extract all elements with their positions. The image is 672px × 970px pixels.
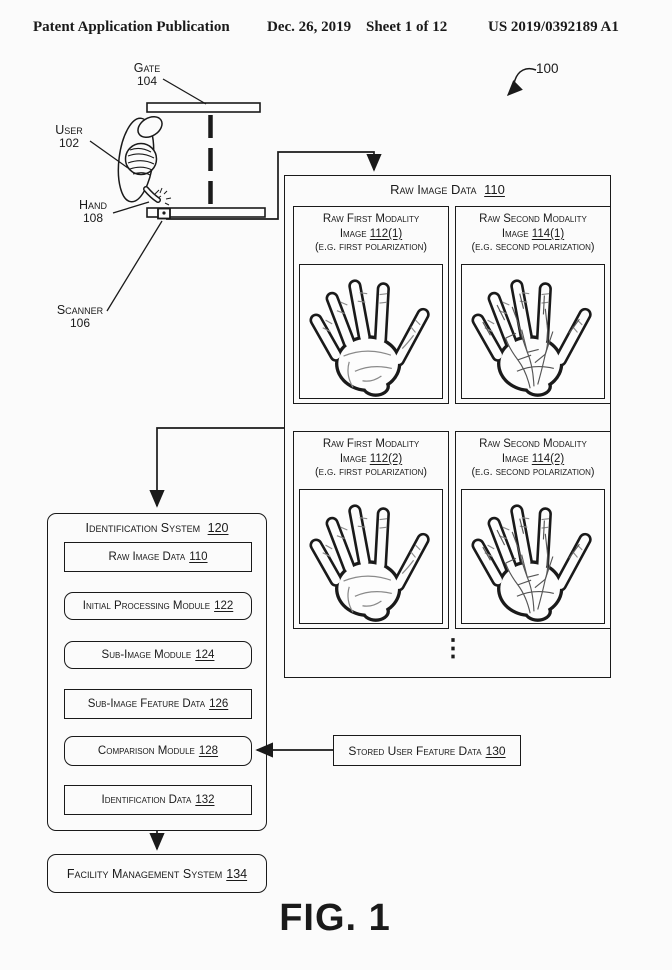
facility-management-system-num: 134 — [226, 866, 248, 881]
module-sub-image-feature-data-label: Sub-Image Feature Data — [87, 698, 206, 710]
facility-management-system-box — [47, 854, 267, 893]
panel-raw-second-modality-2 — [455, 431, 611, 629]
panel-4-num: 114(2) — [531, 452, 565, 465]
panel-3-title: Raw First Modality — [322, 438, 420, 450]
stored-user-feature-data-label: Stored User Feature Data — [348, 743, 482, 758]
gate-callout — [124, 61, 170, 89]
panel-4-header — [456, 432, 610, 480]
module-raw-image-data — [64, 542, 252, 572]
module-sub-image-num: 124 — [195, 649, 215, 661]
panel-raw-first-modality-1 — [293, 206, 449, 404]
panel-1-subtitle: (e.g. first polarization) — [315, 241, 427, 254]
gate-label: Gate — [133, 61, 161, 75]
module-initial-processing — [64, 592, 252, 620]
scanner-device — [158, 209, 170, 219]
hand-image-first-modality-2 — [300, 490, 442, 623]
hand-callout — [70, 198, 116, 226]
panel-3-num: 112(2) — [369, 452, 403, 465]
module-initial-processing-num: 122 — [214, 600, 234, 612]
header-date: Dec. 26, 2019 — [267, 19, 352, 35]
panel-4-image — [461, 489, 605, 624]
figure-ref-label: 100 — [536, 61, 559, 76]
header-sheet: Sheet 1 of 12 — [366, 19, 448, 35]
gate-top-rail — [147, 103, 260, 112]
panel-1-header — [294, 207, 448, 255]
scanner-callout — [52, 303, 108, 331]
module-identification-data-label: Identification Data — [101, 794, 192, 806]
user-figure — [114, 112, 171, 205]
hand-num: 108 — [82, 211, 104, 226]
identification-system-box — [47, 513, 267, 831]
hand-label: Hand — [78, 198, 108, 212]
hand-leader — [113, 202, 149, 213]
panel-1-num: 112(1) — [369, 227, 403, 240]
panel-4-imageline — [456, 452, 610, 467]
connector-raw-data-to-id-system — [157, 428, 284, 506]
module-sub-image-feature-data-num: 126 — [209, 698, 229, 710]
panel-2-num: 114(1) — [531, 227, 565, 240]
module-identification-data — [64, 785, 252, 815]
scanner-leader — [107, 221, 162, 311]
panel-2-image-word: Image — [501, 227, 529, 240]
panel-1-image — [299, 264, 443, 399]
module-raw-image-data-num: 110 — [189, 551, 208, 563]
header-publication: Patent Application Publication — [33, 19, 230, 35]
user-num: 102 — [58, 136, 80, 151]
panel-2-header — [456, 207, 610, 255]
panel-raw-second-modality-1 — [455, 206, 611, 404]
module-sub-image — [64, 641, 252, 669]
scanner-label: Scanner — [56, 303, 104, 317]
panel-1-imageline — [294, 227, 448, 242]
raw-image-data-title-num: 110 — [484, 182, 505, 197]
panel-3-imageline — [294, 452, 448, 467]
header-patent-number: US 2019/0392189 A1 — [488, 19, 619, 35]
module-comparison-label: Comparison Module — [97, 745, 195, 757]
figure-caption: FIG. 1 — [279, 897, 391, 939]
panel-3-header — [294, 432, 448, 480]
panel-1-title: Raw First Modality — [322, 213, 420, 225]
panel-4-title: Raw Second Modality — [479, 438, 587, 450]
identification-system-title — [48, 514, 266, 535]
panel-4-subtitle: (e.g. second polarization) — [471, 466, 595, 479]
panel-3-subtitle: (e.g. first polarization) — [315, 466, 427, 479]
module-sub-image-feature-data — [64, 689, 252, 719]
hand-image-second-modality-1 — [462, 265, 604, 398]
module-identification-data-num: 132 — [195, 794, 215, 806]
module-initial-processing-label: Initial Processing Module — [82, 600, 211, 612]
stored-user-feature-data-box — [333, 735, 521, 766]
facility-management-system-label: Facility Management System — [66, 866, 223, 881]
module-raw-image-data-label: Raw Image Data — [108, 551, 186, 563]
figure-ref-arrow — [508, 69, 536, 95]
user-callout — [46, 123, 92, 151]
hand-image-second-modality-2 — [462, 490, 604, 623]
panel-2-imageline — [456, 227, 610, 242]
panel-2-image — [461, 264, 605, 399]
identification-system-title-label: Identification System — [85, 521, 201, 535]
user-label: User — [55, 123, 83, 137]
gate-num: 104 — [136, 74, 158, 89]
panel-2-subtitle: (e.g. second polarization) — [471, 241, 595, 254]
more-images-ellipsis: ⋮ — [441, 635, 465, 662]
module-comparison — [64, 736, 252, 766]
module-comparison-num: 128 — [198, 745, 219, 757]
stored-user-feature-data-num: 130 — [485, 743, 506, 758]
scanner-num: 106 — [69, 316, 91, 331]
raw-image-data-box — [284, 175, 611, 678]
panel-3-image-word: Image — [339, 452, 367, 465]
panel-2-title: Raw Second Modality — [479, 213, 587, 225]
panel-3-image — [299, 489, 443, 624]
panel-raw-first-modality-2 — [293, 431, 449, 629]
raw-image-data-title — [285, 176, 610, 197]
panel-4-image-word: Image — [501, 452, 529, 465]
hand-image-first-modality-1 — [300, 265, 442, 398]
panel-1-image-word: Image — [339, 227, 367, 240]
module-sub-image-label: Sub-Image Module — [101, 649, 192, 661]
raw-image-data-title-label: Raw Image Data — [390, 182, 477, 197]
identification-system-title-num: 120 — [207, 521, 229, 535]
